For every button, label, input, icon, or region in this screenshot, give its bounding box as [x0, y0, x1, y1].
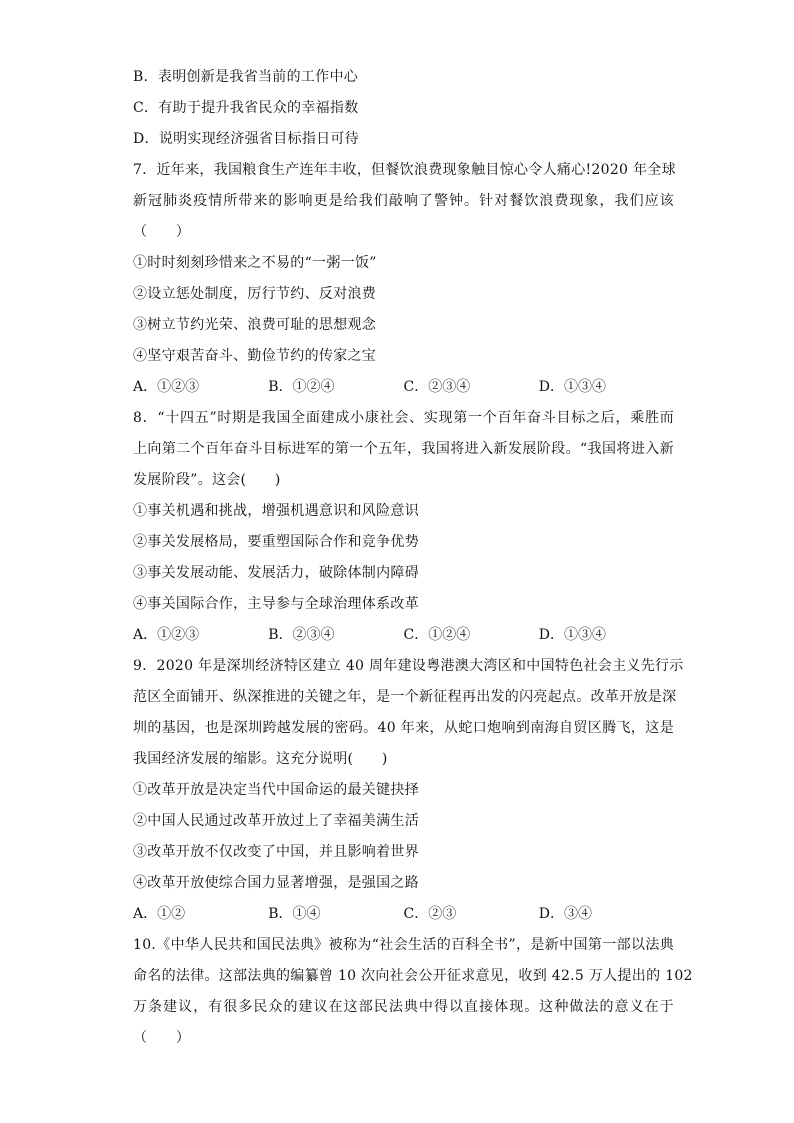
q9-choice-b: B．①④: [268, 906, 321, 922]
q8-item-3: ③事关发展动能、发展活力，破除体制内障碍: [133, 565, 419, 581]
q10-stem-line-3: 万条建议，有很多民众的建议在这部民法典中得以直接体现。这种做法的意义在于: [133, 999, 674, 1015]
q9-item-4: ④改革开放使综合国力显著增强，是强国之路: [133, 875, 419, 891]
q8-stem-line-2: 上向第二个百年奋斗目标进军的第一个五年，我国将进入新发展阶段。“我国将进入新: [133, 441, 674, 457]
q9-choices: [133, 899, 674, 930]
q6-option-d: D．说明实现经济强省目标指日可待: [133, 131, 360, 147]
q10-stem-line-2: 命名的法律。这部法典的编纂曾 10 次向社会公开征求意见，收到 42.5 万人提出的 102: [133, 968, 693, 984]
q6-option-b: B．表明创新是我省当前的工作中心: [133, 69, 359, 85]
q9-stem-line-1: 9．2020 年是深圳经济特区建立 40 周年建设粤港澳大湾区和中国特色社会主义先行示: [133, 658, 684, 674]
q7-item-2: ②设立惩处制度，厉行节约、反对浪费: [133, 286, 377, 302]
q6-option-c: C．有助于提升我省民众的幸福指数: [133, 100, 359, 116]
q9-stem-line-3: 圳的基因，也是深圳跨越发展的密码。40 年来，从蛇口炮响到南海自贸区腾飞，这是: [133, 720, 674, 736]
q7-item-1: ①时时刻刻珍惜来之不易的“一粥一饭”: [133, 255, 377, 271]
q10-stem-line-4: （ ）: [133, 1030, 191, 1046]
q8-choices: [133, 620, 674, 651]
q7-choice-a: A．①②③: [133, 379, 200, 395]
q7-item-4: ④坚守艰苦奋斗、勤俭节约的传家之宝: [133, 348, 377, 364]
q7-stem-line-3: （ ）: [133, 224, 191, 240]
q9-choice-a: A．①②: [133, 906, 186, 922]
q9-stem-line-2: 范区全面铺开、纵深推进的关键之年，是一个新征程再出发的闪亮起点。改革开放是深: [133, 689, 677, 705]
q9-item-2: ②中国人民通过改革开放过上了幸福美满生活: [133, 813, 419, 829]
q8-item-4: ④事关国际合作，主导参与全球治理体系改革: [133, 596, 419, 612]
q8-stem-line-1: 8．“十四五”时期是我国全面建成小康社会、实现第一个百年奋斗目标之后，乘胜而: [133, 410, 674, 426]
q8-item-2: ②事关发展格局，要重塑国际合作和竞争优势: [133, 534, 419, 550]
q8-item-1: ①事关机遇和挑战，增强机遇意识和风险意识: [133, 503, 419, 519]
q7-item-3: ③树立节约光荣、浪费可耻的思想观念: [133, 317, 377, 333]
q7-stem-line-2: 新冠肺炎疫情所带来的影响更是给我们敲响了警钟。针对餐饮浪费现象，我们应该: [133, 193, 674, 209]
q8-choice-a: A．①②③: [133, 627, 200, 643]
q7-choice-c: C．②③④: [403, 379, 471, 395]
q9-item-1: ①改革开放是决定当代中国命运的最关键抉择: [133, 782, 419, 798]
q8-choice-c: C．①②④: [403, 627, 471, 643]
q7-choices: [133, 372, 674, 403]
q9-item-3: ③改革开放不仅改变了中国，并且影响着世界: [133, 844, 419, 860]
q7-choice-d: D．①③④: [538, 379, 606, 395]
q9-choice-d: D．③④: [538, 906, 592, 922]
q8-choice-b: B．②③④: [268, 627, 335, 643]
q7-choice-b: B．①②④: [268, 379, 335, 395]
q10-stem-line-1: 10.《中华人民共和国民法典》被称为“社会生活的百科全书”，是新中国第一部以法典: [133, 937, 674, 953]
q8-choice-d: D．①③④: [538, 627, 606, 643]
q8-stem-line-3: 发展阶段”。这会( ): [133, 472, 281, 488]
q7-stem-line-1: 7．近年来，我国粮食生产连年丰收，但餐饮浪费现象触目惊心令人痛心!2020 年全球: [133, 162, 676, 178]
q9-choice-c: C．②③: [403, 906, 457, 922]
q9-stem-line-4: 我国经济发展的缩影。这充分说明( ): [133, 751, 388, 767]
